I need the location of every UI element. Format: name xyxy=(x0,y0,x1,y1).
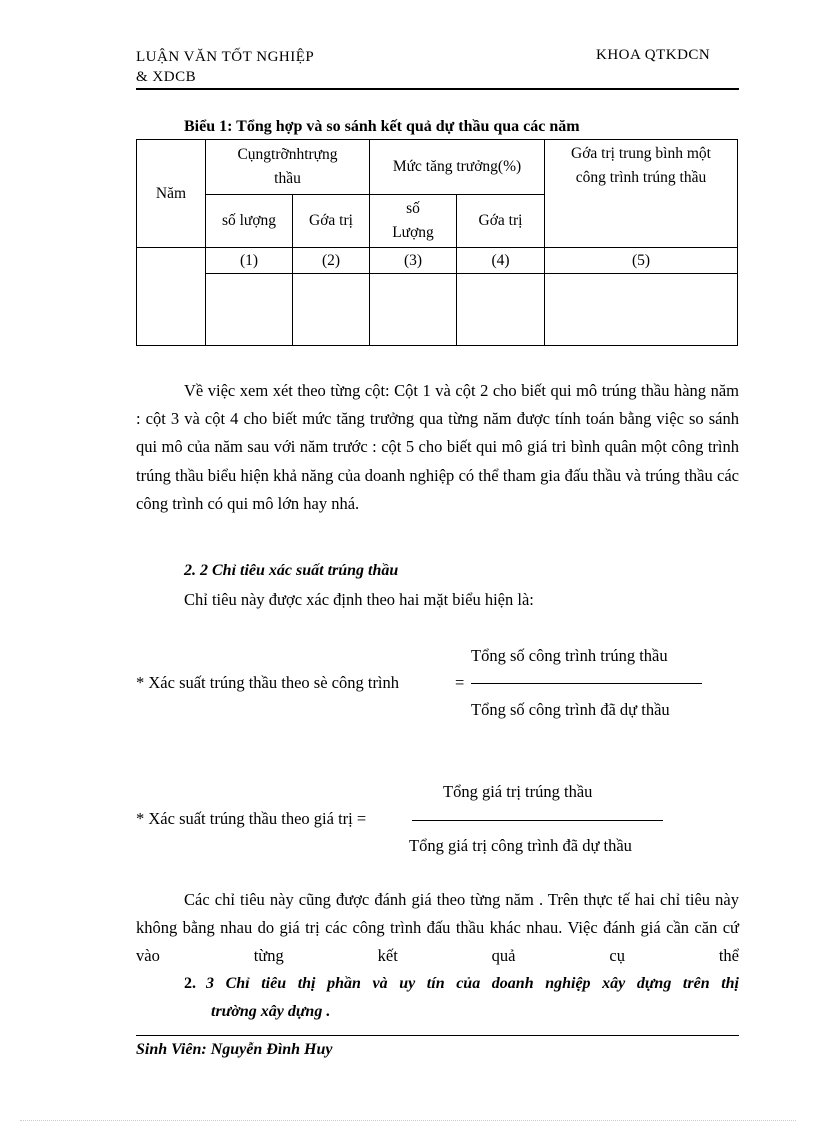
section-heading-2-3-cont: trường xây dựng . xyxy=(211,1003,331,1020)
col-group-average: Gớa trị trung bình một công trình trúng thầu xyxy=(545,140,738,248)
formula1-denominator: Tổng số công trình đã dự thầu xyxy=(471,700,670,719)
section-heading-2-2: 2. 2 Chỉ tiêu xác suất trúng thầu xyxy=(184,562,399,579)
table-caption: Biểu 1: Tổng hợp và so sánh kết quả dự thầu qua các năm xyxy=(184,118,580,135)
formula2-label: * Xác suất trúng thầu theo giá trị = xyxy=(136,809,367,828)
bid-results-table xyxy=(136,139,738,346)
col-number-3: (3) xyxy=(370,248,457,274)
col-number-5: (5) xyxy=(545,248,738,274)
col-year-header: Năm xyxy=(137,140,206,248)
col-value-growth: Gớa trị xyxy=(457,195,545,248)
formula1-fraction-bar xyxy=(471,683,702,684)
section-2-3-number: 2. xyxy=(184,975,196,992)
col-quantity: số lượng xyxy=(206,195,293,248)
header-thesis-subtitle: & XDCB xyxy=(136,69,197,85)
table-header-row xyxy=(137,140,738,195)
col-number-2: (2) xyxy=(293,248,370,274)
section-heading-2-3: 3 Chỉ tiêu thị phần và uy tín của doanh nghiệp xây dựng trên thị xyxy=(206,975,739,992)
formula2-denominator: Tổng giá trị công trình đã dự thầu xyxy=(409,836,632,855)
header-left xyxy=(136,47,314,87)
formula2-fraction-bar xyxy=(412,820,663,821)
paragraph-evaluation: Các chỉ tiêu này cũng được đánh giá theo từng năm . Trên thực tế hai chỉ tiêu này không bằng nhau do giá trị các công trình đấu thầu khác nhau. Việc đánh giá cần căn cứ vào từng kết quả cụ thể xyxy=(136,890,739,966)
paragraph-two-aspects: Chỉ tiêu này được xác định theo hai mặt biểu hiện là: xyxy=(184,590,534,609)
data-cell xyxy=(206,274,293,346)
footer-student-name: Sinh Viên: Nguyễn Đình Huy xyxy=(136,1041,333,1058)
page-bottom-dotted-line xyxy=(20,1120,796,1121)
col-quantity-growth: số Lượng xyxy=(370,195,457,248)
year-cell xyxy=(137,248,206,346)
col-group-contracts: Cụngtrỡnhtrựng thầu xyxy=(206,140,370,195)
header-faculty: KHOA QTKDCN xyxy=(596,47,711,63)
col-group-growth: Mức tăng trưởng(%) xyxy=(370,140,545,195)
data-cell xyxy=(370,274,457,346)
formula1-equals: = xyxy=(455,673,465,692)
data-cell xyxy=(293,274,370,346)
table-number-row xyxy=(137,248,738,274)
formula1-numerator: Tổng số công trình trúng thầu xyxy=(471,646,668,665)
formula2-numerator: Tổng giá trị trúng thầu xyxy=(443,782,593,801)
header-thesis-title: LUẬN VĂN TỐT NGHIỆP xyxy=(136,49,315,65)
paragraph-columns-explanation: Về việc xem xét theo từng cột: Cột 1 và cột 2 cho biết qui mô trúng thầu hàng năm : cột 3 và cột 4 cho biết mức tăng trưởng qua từng năm được tính toán bằng việc so sánh qui mô của năm sau với năm trước : cột 5 cho biết qui mô giá tri bình quân một công trình trúng thầu biểu hiện khả năng của doanh nghiệp có thể tham gia đấu thầu và trúng thầu các công trình có qui mô lớn hay nhá. xyxy=(136,381,739,513)
header-divider xyxy=(136,88,739,90)
col-number-1: (1) xyxy=(206,248,293,274)
footer-divider xyxy=(136,1035,739,1036)
data-cell xyxy=(545,274,738,346)
table-data-row xyxy=(137,274,738,346)
data-cell xyxy=(457,274,545,346)
col-value: Gớa trị xyxy=(293,195,370,248)
formula1-label: * Xác suất trúng thầu theo sè công trình xyxy=(136,673,400,692)
col-number-4: (4) xyxy=(457,248,545,274)
